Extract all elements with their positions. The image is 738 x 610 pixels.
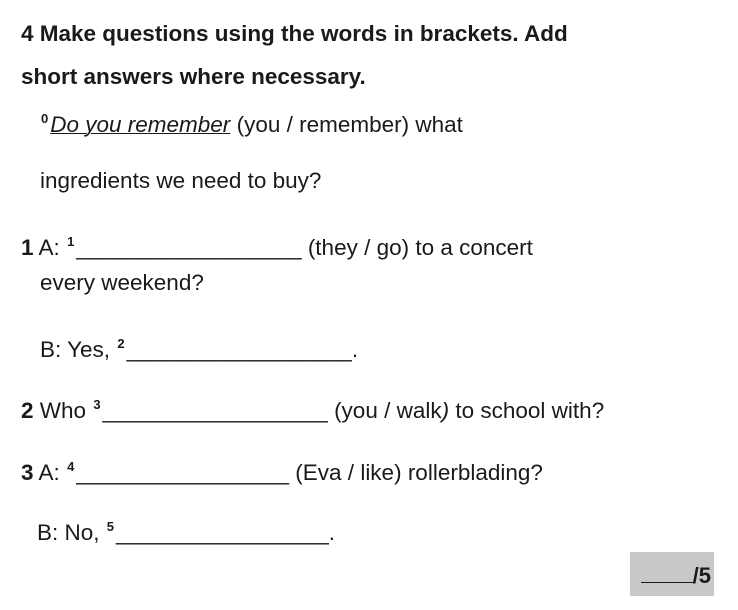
exercise-title-line-2: short answers where necessary.	[21, 64, 366, 89]
score-box	[630, 552, 714, 596]
speaker-b-label: B: No,	[37, 520, 100, 545]
sentence-end: .	[351, 337, 359, 362]
ref-number-0: 0	[41, 111, 49, 126]
question-3-prompt: (Eva / like) rollerblading?	[295, 460, 543, 485]
ref-number-2: 2	[117, 336, 125, 351]
question-2-rest: to school with?	[455, 398, 605, 423]
question-2-prompt: (you / walk	[334, 398, 442, 423]
speaker-a-label: A:	[38, 235, 60, 260]
answer-blank-5[interactable]: _________________	[116, 520, 329, 545]
example-line-1	[40, 104, 463, 140]
question-2-lead: Who	[39, 398, 87, 423]
prompt-close-paren: )	[441, 398, 450, 423]
example-line-2: ingredients we need to buy?	[40, 168, 322, 193]
example-prompt: (you / remember) what	[236, 112, 463, 137]
question-1-line-b	[40, 329, 358, 365]
speaker-a-label: A:	[38, 460, 60, 485]
example-answer: Do you remember	[50, 112, 231, 137]
answer-blank-2[interactable]: __________________	[126, 337, 352, 362]
question-1-line-a	[21, 227, 533, 263]
score-total: /5	[692, 563, 711, 588]
question-2-line	[21, 390, 604, 426]
question-1-prompt: (they / go) to a concert	[307, 235, 533, 260]
score-blank[interactable]	[641, 552, 693, 583]
question-2-number: 2	[21, 398, 34, 423]
exercise-title-line-1: 4 Make questions using the words in brackets. Add	[21, 21, 568, 46]
question-3-line-a	[21, 452, 543, 488]
ref-number-1: 1	[67, 234, 75, 249]
exercise-heading	[21, 12, 721, 98]
question-1-number: 1	[21, 235, 34, 260]
answer-blank-1[interactable]: __________________	[76, 235, 302, 260]
ref-number-4: 4	[67, 459, 75, 474]
sentence-end: .	[328, 520, 336, 545]
speaker-b-label: B: Yes,	[40, 337, 111, 362]
answer-blank-4[interactable]: _________________	[76, 460, 290, 485]
question-3-number: 3	[21, 460, 34, 485]
answer-blank-3[interactable]: __________________	[102, 398, 328, 423]
ref-number-5: 5	[106, 519, 115, 534]
question-3-line-b	[37, 512, 335, 548]
question-1-line-2: every weekend?	[40, 270, 204, 295]
ref-number-3: 3	[93, 397, 101, 412]
